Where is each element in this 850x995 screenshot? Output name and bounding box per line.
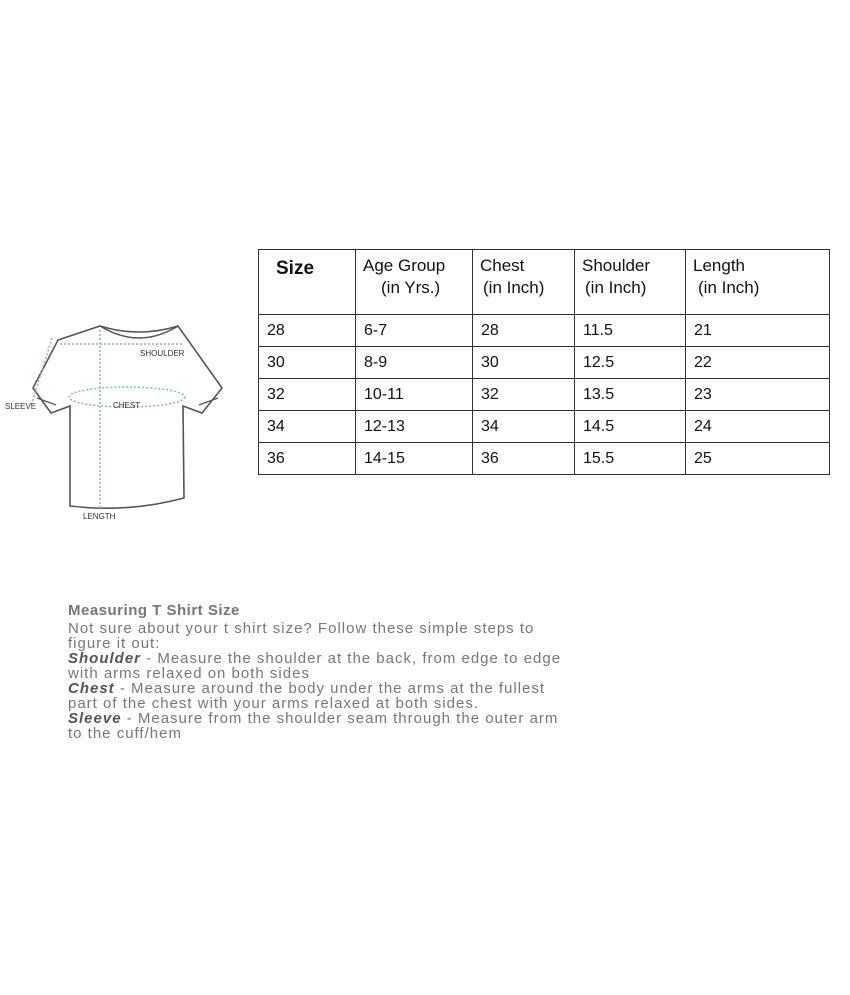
- shoulder-term: Shoulder: [68, 650, 142, 667]
- cell-age-group: 6-7: [356, 315, 473, 347]
- left-cuff: [37, 398, 56, 405]
- table-header-row: [259, 250, 830, 315]
- cell-chest: 28: [473, 315, 575, 347]
- chest-term: Chest: [68, 680, 115, 697]
- sleeve-text1: - Measure from the shoulder seam through the outer arm: [121, 710, 559, 727]
- length-label: LENGTH: [83, 512, 116, 521]
- cell-length: 24: [686, 411, 830, 443]
- cell-shoulder: 14.5: [575, 411, 686, 443]
- chest-text1: - Measure around the body under the arms at the fullest: [114, 680, 546, 697]
- cell-age-group: 10-11: [356, 379, 473, 411]
- cell-length: 22: [686, 347, 830, 379]
- sleeve-term: Sleeve: [68, 710, 122, 727]
- guide-shoulder-line2: with arms relaxed on both sides: [68, 665, 310, 682]
- size-chart-table: [258, 249, 830, 475]
- measuring-guide: [68, 603, 850, 741]
- cell-length: 21: [686, 315, 830, 347]
- header-chest: [473, 250, 575, 315]
- header-chest-line1: Chest: [480, 256, 525, 275]
- header-age-group: [356, 250, 473, 315]
- cell-shoulder: 15.5: [575, 443, 686, 475]
- cell-length: 25: [686, 443, 830, 475]
- header-shoulder: [575, 250, 686, 315]
- header-length-line1: Length: [693, 256, 745, 275]
- cell-shoulder: 12.5: [575, 347, 686, 379]
- guide-chest-line2: part of the chest with your arms relaxed at both sides.: [68, 695, 480, 712]
- cell-chest: 32: [473, 379, 575, 411]
- cell-chest: 30: [473, 347, 575, 379]
- guide-intro-line2: figure it out:: [68, 635, 161, 652]
- sleeve-label: SLEEVE: [5, 402, 37, 411]
- cell-size: 30: [259, 347, 356, 379]
- shoulder-text1: - Measure the shoulder at the back, from edge to edge: [141, 650, 562, 667]
- cell-age-group: 12-13: [356, 411, 473, 443]
- cell-chest: 34: [473, 411, 575, 443]
- header-length-line2: (in Inch): [698, 278, 760, 297]
- tshirt-outline: [33, 326, 222, 508]
- header-age-group-line1: Age Group: [363, 256, 446, 275]
- cell-size: 28: [259, 315, 356, 347]
- cell-size: 36: [259, 443, 356, 475]
- table-row: [259, 315, 830, 347]
- cell-age-group: 8-9: [356, 347, 473, 379]
- header-shoulder-line2: (in Inch): [585, 278, 647, 297]
- table-row: [259, 443, 830, 475]
- cell-shoulder: 13.5: [575, 379, 686, 411]
- cell-size: 32: [259, 379, 356, 411]
- header-age-group-line2: (in Yrs.): [381, 278, 441, 297]
- table-row: [259, 411, 830, 443]
- table-row: [259, 347, 830, 379]
- cell-shoulder: 11.5: [575, 315, 686, 347]
- header-shoulder-line1: Shoulder: [582, 256, 651, 275]
- guide-sleeve-line2: to the cuff/hem: [68, 725, 182, 742]
- cell-chest: 36: [473, 443, 575, 475]
- cell-age-group: 14-15: [356, 443, 473, 475]
- header-size: Size: [259, 250, 356, 315]
- shoulder-label: SHOULDER: [140, 349, 185, 358]
- guide-shoulder-line1: [68, 651, 850, 666]
- chest-label: CHEST: [113, 401, 141, 410]
- cell-size: 34: [259, 411, 356, 443]
- guide-sleeve-line1: [68, 711, 850, 726]
- guide-intro-line1: Not sure about your t shirt size? Follow these simple steps to: [68, 620, 535, 637]
- header-chest-line2: (in Inch): [483, 278, 545, 297]
- tshirt-measurement-diagram: [0, 318, 230, 530]
- cell-length: 23: [686, 379, 830, 411]
- guide-chest-line1: [68, 681, 850, 696]
- guide-title: Measuring T Shirt Size: [68, 602, 240, 619]
- table-row: [259, 379, 830, 411]
- header-length: [686, 250, 830, 315]
